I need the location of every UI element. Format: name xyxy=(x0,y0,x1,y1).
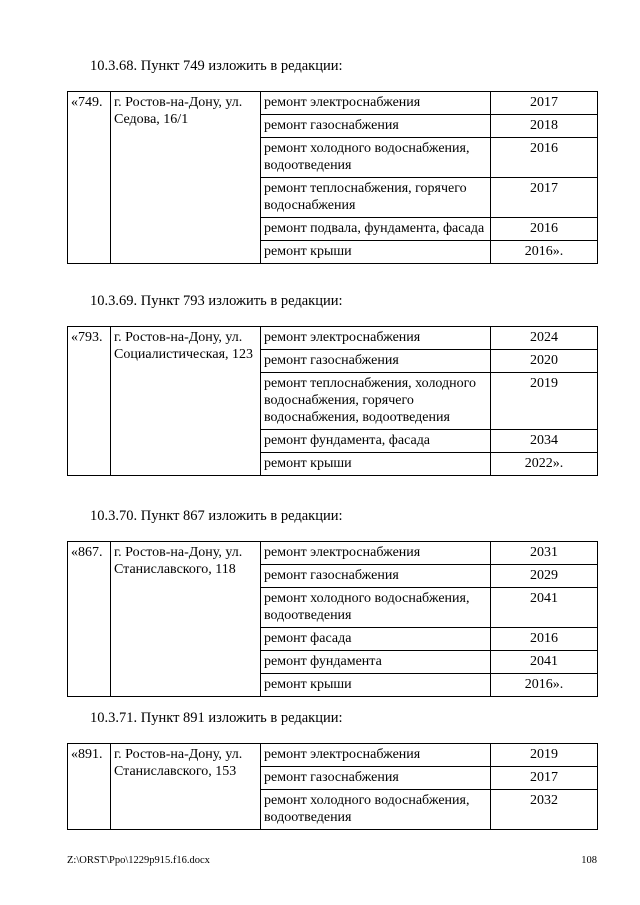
year-cell: 2017 xyxy=(491,92,598,115)
year-cell: 2041 xyxy=(491,588,598,628)
section-heading: 10.3.70. Пункт 867 изложить в редакции: xyxy=(90,508,343,524)
section-table xyxy=(67,743,598,830)
work-cell: ремонт фундамента, фасада xyxy=(261,430,491,453)
work-cell: ремонт холодного водоснабжения, водоотведения xyxy=(261,588,491,628)
work-cell: ремонт электроснабжения xyxy=(261,92,491,115)
year-cell: 2016 xyxy=(491,218,598,241)
work-cell: ремонт электроснабжения xyxy=(261,744,491,767)
item-number: «867. xyxy=(68,542,111,697)
address-cell: г. Ростов-на-Дону, ул. Станиславского, 118 xyxy=(111,542,261,697)
year-cell: 2017 xyxy=(491,178,598,218)
work-cell: ремонт газоснабжения xyxy=(261,767,491,790)
year-cell: 2020 xyxy=(491,350,598,373)
year-cell: 2034 xyxy=(491,430,598,453)
year-cell: 2022». xyxy=(491,453,598,476)
year-cell: 2019 xyxy=(491,744,598,767)
work-cell: ремонт электроснабжения xyxy=(261,542,491,565)
table-row xyxy=(68,92,598,115)
year-cell: 2024 xyxy=(491,327,598,350)
year-cell: 2016 xyxy=(491,138,598,178)
address-cell: г. Ростов-на-Дону, ул. Социалистическая, 123 xyxy=(111,327,261,476)
work-cell: ремонт газоснабжения xyxy=(261,115,491,138)
work-cell: ремонт фасада xyxy=(261,628,491,651)
item-number: «749. xyxy=(68,92,111,264)
section-heading: 10.3.69. Пункт 793 изложить в редакции: xyxy=(90,293,343,309)
table-row xyxy=(68,744,598,767)
year-cell: 2019 xyxy=(491,373,598,430)
table-row xyxy=(68,327,598,350)
work-cell: ремонт газоснабжения xyxy=(261,350,491,373)
work-cell: ремонт крыши xyxy=(261,674,491,697)
year-cell: 2016 xyxy=(491,628,598,651)
page-number: 108 xyxy=(581,855,597,866)
year-cell: 2016». xyxy=(491,674,598,697)
year-cell: 2031 xyxy=(491,542,598,565)
item-number: «891. xyxy=(68,744,111,830)
work-cell: ремонт крыши xyxy=(261,453,491,476)
year-cell: 2017 xyxy=(491,767,598,790)
year-cell: 2016». xyxy=(491,241,598,264)
footer-file-path: Z:\ORST\Ppo\1229p915.f16.docx xyxy=(67,855,210,866)
address-cell: г. Ростов-на-Дону, ул. Станиславского, 153 xyxy=(111,744,261,830)
work-cell: ремонт теплоснабжения, горячего водоснабжения xyxy=(261,178,491,218)
section-table xyxy=(67,326,598,476)
year-cell: 2029 xyxy=(491,565,598,588)
work-cell: ремонт теплоснабжения, холодного водоснабжения, горячего водоснабжения, водоотведения xyxy=(261,373,491,430)
work-cell: ремонт электроснабжения xyxy=(261,327,491,350)
table-row xyxy=(68,542,598,565)
section-table xyxy=(67,91,598,264)
section-table xyxy=(67,541,598,697)
work-cell: ремонт фундамента xyxy=(261,651,491,674)
year-cell: 2018 xyxy=(491,115,598,138)
address-cell: г. Ростов-на-Дону, ул. Седова, 16/1 xyxy=(111,92,261,264)
section-heading: 10.3.68. Пункт 749 изложить в редакции: xyxy=(90,58,343,74)
section-heading: 10.3.71. Пункт 891 изложить в редакции: xyxy=(90,710,343,726)
work-cell: ремонт газоснабжения xyxy=(261,565,491,588)
year-cell: 2032 xyxy=(491,790,598,830)
work-cell: ремонт крыши xyxy=(261,241,491,264)
work-cell: ремонт холодного водоснабжения, водоотведения xyxy=(261,138,491,178)
year-cell: 2041 xyxy=(491,651,598,674)
work-cell: ремонт холодного водоснабжения, водоотведения xyxy=(261,790,491,830)
item-number: «793. xyxy=(68,327,111,476)
work-cell: ремонт подвала, фундамента, фасада xyxy=(261,218,491,241)
